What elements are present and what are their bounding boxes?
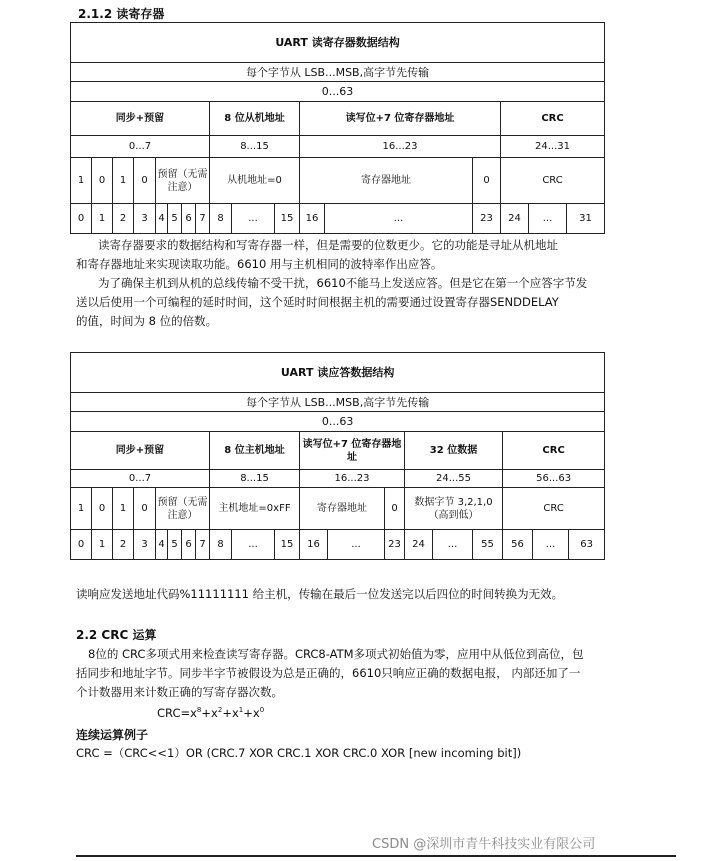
range-cell: 8...15 bbox=[210, 470, 300, 488]
text-line: 送以后使用一个可编程的延时时间，这个延时时间根据主机的需要通过设置寄存器SENDDELAY bbox=[76, 295, 559, 309]
text-line: 的值，时间为 8 位的倍数。 bbox=[76, 314, 218, 328]
crc-value: CRC bbox=[503, 488, 605, 530]
range-cell: 0...7 bbox=[71, 470, 210, 488]
bit-cell: 56 bbox=[503, 530, 533, 560]
bit-cell: 8 bbox=[210, 530, 232, 560]
bit-range: 0...63 bbox=[71, 412, 605, 432]
bit-cell: 2 bbox=[113, 530, 134, 560]
bit-cell: ... bbox=[533, 530, 569, 560]
rw-bit-value: 0 bbox=[473, 158, 501, 204]
text-line: 8位的 CRC多项式用来检查读写寄存器。CRC8-ATM多项式初始值为零，应用中从低位到高位，包 bbox=[88, 647, 584, 661]
value-cell: 0 bbox=[92, 158, 113, 204]
example-title: 连续运算例子 bbox=[76, 728, 149, 742]
value-cell: 0 bbox=[92, 488, 113, 530]
range-cell: 24...55 bbox=[405, 470, 503, 488]
bit-cell: 55 bbox=[473, 530, 503, 560]
text-line: 为了确保主机到从机的总线传输不受干扰，6610不能马上发送应答。但是它在第一个应答字节发 bbox=[98, 276, 588, 290]
rw-bit-value: 0 bbox=[385, 488, 405, 530]
bit-cell: 3 bbox=[134, 530, 156, 560]
formula-term: CRC=x bbox=[157, 706, 197, 720]
header-crc: CRC bbox=[503, 432, 605, 470]
header-sync: 同步+预留 bbox=[71, 102, 210, 136]
bit-cell: 1 bbox=[92, 530, 113, 560]
bit-cell: 15 bbox=[275, 204, 300, 234]
text-line: 个计数器用来计数正确的写寄存器次数。 bbox=[76, 685, 283, 699]
bit-cell: 63 bbox=[569, 530, 605, 560]
bit-range: 0...63 bbox=[71, 82, 605, 102]
value-cell: 1 bbox=[113, 488, 134, 530]
value-cell: 1 bbox=[113, 158, 134, 204]
bit-cell: ... bbox=[529, 204, 567, 234]
slave-address-value: 从机地址=0 bbox=[210, 158, 300, 204]
header-master-address: 8 位主机地址 bbox=[210, 432, 300, 470]
byte-order-note: 每个字节从 LSB...MSB,高字节先传输 bbox=[71, 393, 605, 412]
value-cell: 0 bbox=[134, 158, 156, 204]
bit-cell: 8 bbox=[210, 204, 232, 234]
bit-cell: ... bbox=[232, 204, 275, 234]
data-bytes-value: 数据字节 3,2,1,0（高到低） bbox=[405, 488, 503, 530]
value-cell: 1 bbox=[71, 158, 92, 204]
bit-cell: ... bbox=[325, 204, 473, 234]
reserved-cell: 预留（无需注意） bbox=[156, 158, 210, 204]
reserved-cell: 预留（无需注意） bbox=[156, 488, 210, 530]
bit-cell: ... bbox=[328, 530, 385, 560]
paragraph-crc bbox=[76, 645, 636, 702]
crc-value: CRC bbox=[501, 158, 605, 204]
byte-order-note: 每个字节从 LSB...MSB,高字节先传输 bbox=[71, 63, 605, 82]
table-title: UART 读应答数据结构 bbox=[71, 353, 605, 393]
bit-cell: 16 bbox=[300, 204, 325, 234]
bit-cell: 7 bbox=[196, 204, 210, 234]
text-line: 读寄存器要求的数据结构和写寄存器一样，但是需要的位数更少。它的功能是寻址从机地址 bbox=[98, 238, 558, 252]
table-title: UART 读寄存器数据结构 bbox=[71, 23, 605, 63]
header-slave-address: 8 位从机地址 bbox=[210, 102, 300, 136]
bit-cell: 3 bbox=[134, 204, 156, 234]
section-title-crc: 2.2 CRC 运算 bbox=[76, 628, 157, 642]
formula-exponent: 2 bbox=[217, 706, 223, 715]
header-sync: 同步+预留 bbox=[71, 432, 210, 470]
register-address-value: 寄存器地址 bbox=[300, 488, 385, 530]
example-code: CRC =（CRC<<1）OR (CRC.7 XOR CRC.1 XOR CRC.0 XOR [new incoming bit]) bbox=[76, 746, 522, 760]
range-cell: 24...31 bbox=[501, 136, 605, 158]
formula-term: +x bbox=[222, 706, 239, 720]
uart-read-register-table bbox=[70, 22, 605, 234]
bit-cell: ... bbox=[232, 530, 275, 560]
master-address-value: 主机地址=0xFF bbox=[210, 488, 300, 530]
range-cell: 16...23 bbox=[300, 136, 501, 158]
bit-cell: 2 bbox=[113, 204, 134, 234]
formula-exponent: 0 bbox=[259, 706, 265, 715]
bit-cell: 15 bbox=[275, 530, 300, 560]
bit-cell: 5 bbox=[168, 204, 182, 234]
formula-term: +x bbox=[243, 706, 260, 720]
section-title-read-register: 2.1.2 读寄存器 bbox=[78, 7, 165, 21]
bit-cell: 0 bbox=[71, 530, 92, 560]
range-cell: 56...63 bbox=[503, 470, 605, 488]
bit-cell: ... bbox=[433, 530, 473, 560]
bit-cell: 24 bbox=[501, 204, 529, 234]
text-line: 和寄存器地址来实现读取功能。6610 用与主机相同的波特率作出应答。 bbox=[76, 257, 443, 271]
bit-cell: 1 bbox=[92, 204, 113, 234]
formula-exponent: 1 bbox=[238, 706, 244, 715]
paragraph-read-reply: 读响应发送地址代码%11111111 给主机，传输在最后一位发送完以后四位的时间转换为无效。 bbox=[76, 587, 564, 601]
uart-read-reply-table bbox=[70, 352, 605, 560]
formula-term: +x bbox=[201, 706, 218, 720]
footer-rule bbox=[76, 855, 676, 857]
bit-cell: 0 bbox=[71, 204, 92, 234]
range-cell: 0...7 bbox=[71, 136, 210, 158]
text-line: 括同步和地址字节。同步半字节被假设为总是正确的，6610只响应正确的数据电报， 内部还加了一 bbox=[76, 666, 581, 680]
bit-cell: 4 bbox=[156, 204, 168, 234]
bit-cell: 23 bbox=[385, 530, 405, 560]
bit-cell: 7 bbox=[196, 530, 210, 560]
bit-cell: 6 bbox=[182, 204, 196, 234]
bit-cell: 4 bbox=[156, 530, 168, 560]
register-address-value: 寄存器地址 bbox=[300, 158, 473, 204]
value-cell: 0 bbox=[134, 488, 156, 530]
bit-cell: 16 bbox=[300, 530, 328, 560]
range-cell: 8...15 bbox=[210, 136, 300, 158]
header-rw-register-address: 读写位+7 位寄存器地址 bbox=[300, 432, 405, 470]
paragraph-read-register bbox=[76, 236, 636, 331]
header-data: 32 位数据 bbox=[405, 432, 503, 470]
bit-cell: 6 bbox=[182, 530, 196, 560]
range-cell: 16...23 bbox=[300, 470, 405, 488]
bit-cell: 23 bbox=[473, 204, 501, 234]
value-cell: 1 bbox=[71, 488, 92, 530]
bit-cell: 31 bbox=[567, 204, 605, 234]
header-rw-register-address: 读写位+7 位寄存器地址 bbox=[300, 102, 501, 136]
formula-exponent: 8 bbox=[196, 706, 202, 715]
bit-cell: 5 bbox=[168, 530, 182, 560]
header-crc: CRC bbox=[501, 102, 605, 136]
bit-cell: 24 bbox=[405, 530, 433, 560]
crc-formula bbox=[157, 706, 264, 720]
csdn-watermark: CSDN @深圳市青牛科技实业有限公司 bbox=[372, 837, 596, 852]
